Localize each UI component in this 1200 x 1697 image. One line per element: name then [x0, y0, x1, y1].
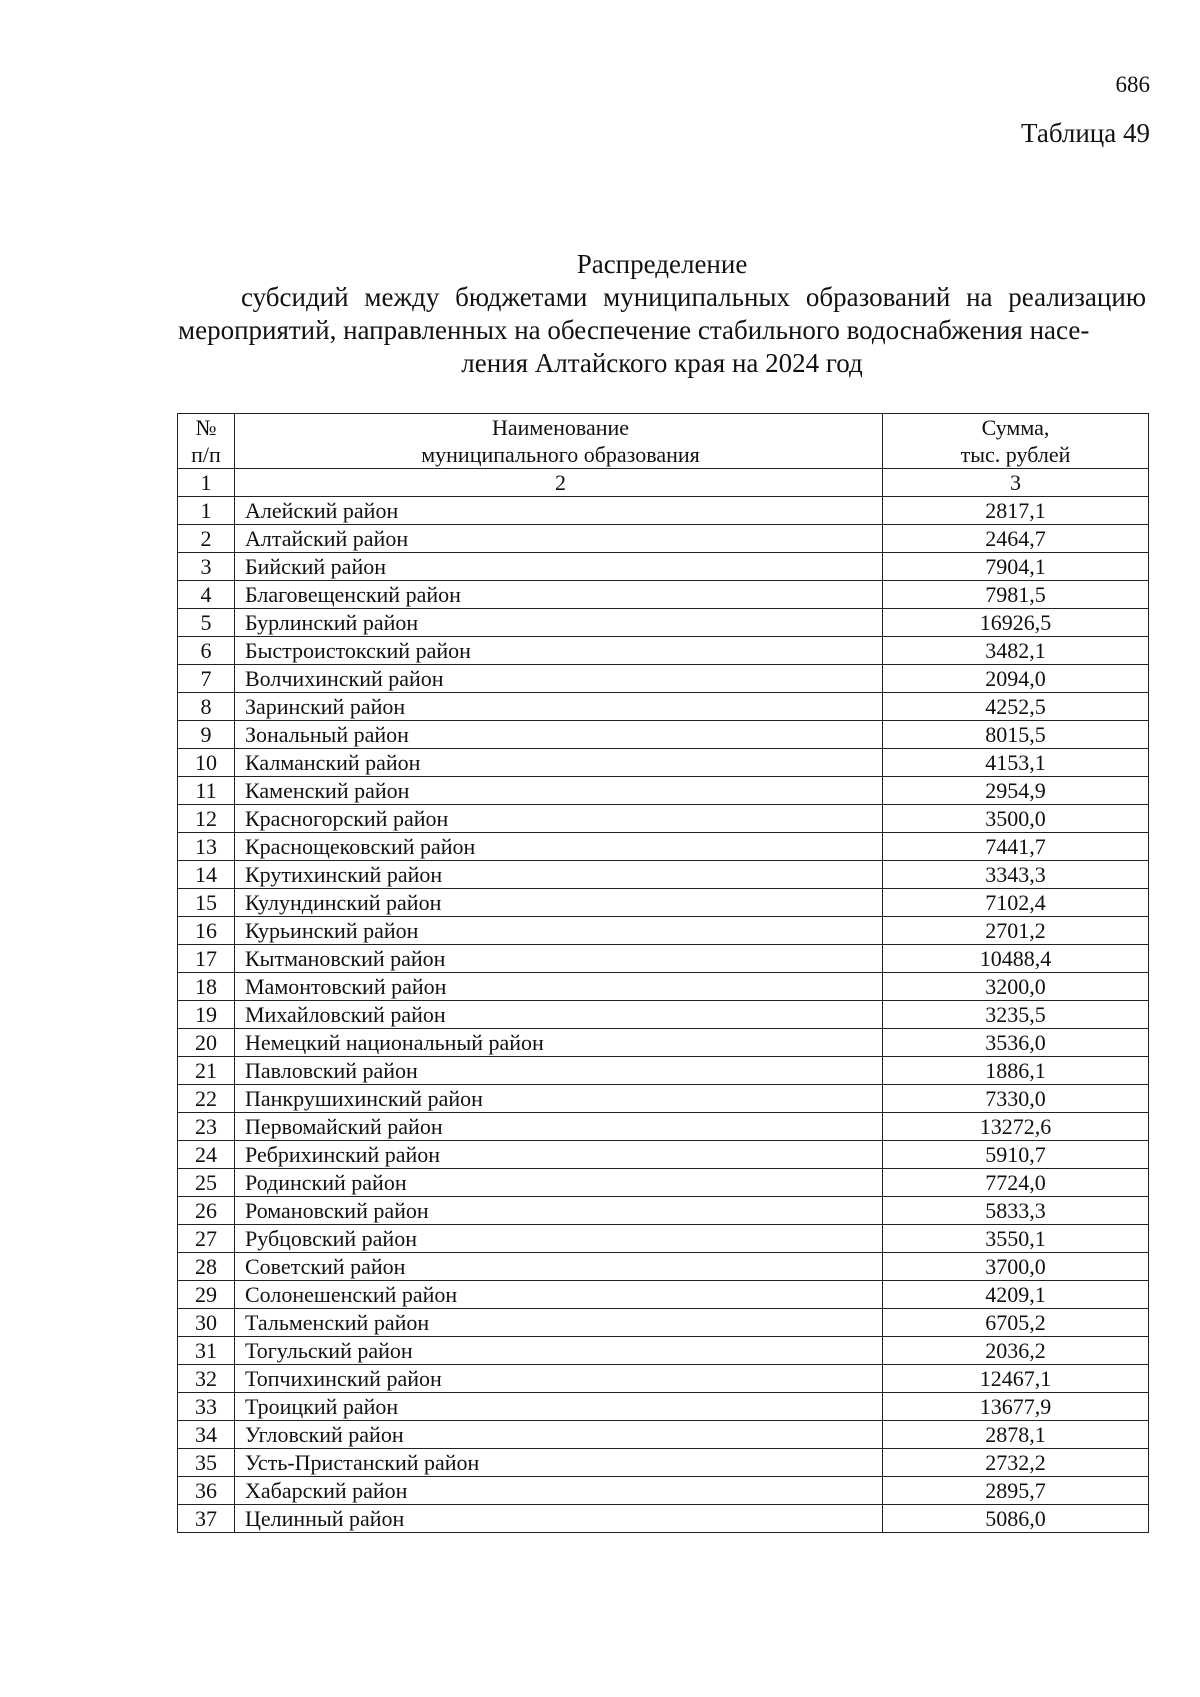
subsidy-amount: 2094,0 [883, 665, 1149, 693]
municipality-name: Ребрихинский район [235, 1141, 883, 1169]
municipality-name: Троицкий район [235, 1393, 883, 1421]
row-number: 16 [178, 917, 235, 945]
subsidy-amount: 7724,0 [883, 1169, 1149, 1197]
subsidy-amount: 2732,2 [883, 1449, 1149, 1477]
row-number: 25 [178, 1169, 235, 1197]
table-row [178, 1253, 1149, 1281]
table-row [178, 973, 1149, 1001]
row-number: 23 [178, 1113, 235, 1141]
document-title [178, 248, 1146, 380]
table-row [178, 553, 1149, 581]
row-number: 12 [178, 805, 235, 833]
subsidy-amount: 3500,0 [883, 805, 1149, 833]
row-number: 27 [178, 1225, 235, 1253]
table-row [178, 497, 1149, 525]
municipality-name: Курьинский район [235, 917, 883, 945]
header-row [178, 414, 1149, 469]
column-number-row [178, 469, 1149, 497]
municipality-name: Рубцовский район [235, 1225, 883, 1253]
subsidy-amount: 2464,7 [883, 525, 1149, 553]
table-row [178, 1141, 1149, 1169]
municipality-name: Первомайский район [235, 1113, 883, 1141]
row-number: 8 [178, 693, 235, 721]
row-number: 17 [178, 945, 235, 973]
table-row [178, 1393, 1149, 1421]
subsidy-amount: 5086,0 [883, 1505, 1149, 1533]
municipality-name: Романовский район [235, 1197, 883, 1225]
table-body [178, 497, 1149, 1533]
row-number: 1 [178, 497, 235, 525]
table-row [178, 1337, 1149, 1365]
row-number: 10 [178, 749, 235, 777]
column-number-1: 1 [178, 469, 235, 497]
table-row [178, 945, 1149, 973]
subsidy-amount: 10488,4 [883, 945, 1149, 973]
row-number: 29 [178, 1281, 235, 1309]
subsidy-amount: 7330,0 [883, 1085, 1149, 1113]
municipality-name: Зональный район [235, 721, 883, 749]
row-number: 20 [178, 1029, 235, 1057]
subsidy-amount: 4252,5 [883, 693, 1149, 721]
subsidy-amount: 7102,4 [883, 889, 1149, 917]
municipality-name: Советский район [235, 1253, 883, 1281]
row-number: 6 [178, 637, 235, 665]
header-sum-line-2: тыс. рублей [960, 442, 1071, 467]
table-row [178, 749, 1149, 777]
row-number: 14 [178, 861, 235, 889]
municipality-name: Целинный район [235, 1505, 883, 1533]
row-number: 30 [178, 1309, 235, 1337]
row-number: 35 [178, 1449, 235, 1477]
table-row [178, 525, 1149, 553]
header-sum [883, 414, 1149, 469]
row-number: 5 [178, 609, 235, 637]
subsidy-amount: 4153,1 [883, 749, 1149, 777]
row-number: 3 [178, 553, 235, 581]
municipality-name: Немецкий национальный район [235, 1029, 883, 1057]
table-row [178, 777, 1149, 805]
row-number: 18 [178, 973, 235, 1001]
distribution-table [177, 413, 1149, 1533]
row-number: 21 [178, 1057, 235, 1085]
table-row [178, 693, 1149, 721]
table-row [178, 833, 1149, 861]
subsidy-amount: 3536,0 [883, 1029, 1149, 1057]
municipality-name: Краснощековский район [235, 833, 883, 861]
municipality-name: Волчихинский район [235, 665, 883, 693]
table-row [178, 805, 1149, 833]
table-row [178, 1197, 1149, 1225]
table-row [178, 1505, 1149, 1533]
row-number: 36 [178, 1477, 235, 1505]
municipality-name: Угловский район [235, 1421, 883, 1449]
municipality-name: Бийский район [235, 553, 883, 581]
municipality-name: Михайловский район [235, 1001, 883, 1029]
table-row [178, 665, 1149, 693]
table-header [178, 414, 1149, 497]
subsidy-amount: 5910,7 [883, 1141, 1149, 1169]
row-number: 7 [178, 665, 235, 693]
row-number: 37 [178, 1505, 235, 1533]
municipality-name: Родинский район [235, 1169, 883, 1197]
title-line-3: ления Алтайского края на 2024 год [461, 348, 863, 378]
row-number: 2 [178, 525, 235, 553]
municipality-name: Панкрушихинский район [235, 1085, 883, 1113]
page-number: 686 [1115, 72, 1150, 97]
subsidy-amount: 5833,3 [883, 1197, 1149, 1225]
subsidy-amount: 8015,5 [883, 721, 1149, 749]
subsidy-amount: 13272,6 [883, 1113, 1149, 1141]
table-row [178, 1309, 1149, 1337]
municipality-name: Солонешенский район [235, 1281, 883, 1309]
column-number-3: 3 [883, 469, 1149, 497]
header-num-line-2: п/п [191, 442, 221, 467]
row-number: 24 [178, 1141, 235, 1169]
municipality-name: Павловский район [235, 1057, 883, 1085]
table-row [178, 609, 1149, 637]
header-num-line-1: № [195, 415, 217, 440]
table-row [178, 1001, 1149, 1029]
subsidy-amount: 3235,5 [883, 1001, 1149, 1029]
subsidy-amount: 16926,5 [883, 609, 1149, 637]
row-number: 33 [178, 1393, 235, 1421]
municipality-name: Быстроистокский район [235, 637, 883, 665]
header-num [178, 414, 235, 469]
subsidy-amount: 2036,2 [883, 1337, 1149, 1365]
row-number: 15 [178, 889, 235, 917]
subsidy-amount: 4209,1 [883, 1281, 1149, 1309]
subsidy-amount: 2701,2 [883, 917, 1149, 945]
table-row [178, 1477, 1149, 1505]
table-row [178, 889, 1149, 917]
municipality-name: Усть-Пристанский район [235, 1449, 883, 1477]
subsidy-amount: 13677,9 [883, 1393, 1149, 1421]
table-row [178, 917, 1149, 945]
row-number: 11 [178, 777, 235, 805]
municipality-name: Тальменский район [235, 1309, 883, 1337]
table-row [178, 1365, 1149, 1393]
municipality-name: Благовещенский район [235, 581, 883, 609]
subsidy-amount: 3200,0 [883, 973, 1149, 1001]
table-row [178, 1449, 1149, 1477]
municipality-name: Топчихинский район [235, 1365, 883, 1393]
municipality-name: Крутихинский район [235, 861, 883, 889]
header-name [235, 414, 883, 469]
subsidy-amount: 12467,1 [883, 1365, 1149, 1393]
table-row [178, 861, 1149, 889]
subsidy-amount: 2954,9 [883, 777, 1149, 805]
subsidy-amount: 2878,1 [883, 1421, 1149, 1449]
municipality-name: Кулундинский район [235, 889, 883, 917]
subsidy-amount: 6705,2 [883, 1309, 1149, 1337]
subsidy-amount: 3482,1 [883, 637, 1149, 665]
subsidy-amount: 3550,1 [883, 1225, 1149, 1253]
municipality-name: Каменский район [235, 777, 883, 805]
subsidy-amount: 2895,7 [883, 1477, 1149, 1505]
table-row [178, 1169, 1149, 1197]
municipality-name: Красногорский район [235, 805, 883, 833]
table-row [178, 1225, 1149, 1253]
municipality-name: Алтайский район [235, 525, 883, 553]
table-row [178, 581, 1149, 609]
column-number-2: 2 [235, 469, 883, 497]
row-number: 34 [178, 1421, 235, 1449]
subsidy-amount: 1886,1 [883, 1057, 1149, 1085]
municipality-name: Заринский район [235, 693, 883, 721]
row-number: 26 [178, 1197, 235, 1225]
table-row [178, 637, 1149, 665]
subsidy-amount: 7981,5 [883, 581, 1149, 609]
municipality-name: Тогульский район [235, 1337, 883, 1365]
table-row [178, 1421, 1149, 1449]
table-row [178, 1085, 1149, 1113]
table-row [178, 1057, 1149, 1085]
subsidy-amount: 7441,7 [883, 833, 1149, 861]
subsidy-amount: 2817,1 [883, 497, 1149, 525]
row-number: 9 [178, 721, 235, 749]
subsidy-amount: 7904,1 [883, 553, 1149, 581]
row-number: 4 [178, 581, 235, 609]
row-number: 32 [178, 1365, 235, 1393]
table-row [178, 1113, 1149, 1141]
header-sum-line-1: Сумма, [981, 415, 1050, 440]
row-number: 31 [178, 1337, 235, 1365]
municipality-name: Бурлинский район [235, 609, 883, 637]
municipality-name: Алейский район [235, 497, 883, 525]
table-row [178, 721, 1149, 749]
title-line-2: субсидий между бюджетами муниципальных образований на реализацию мероприятий, направленных на обеспечение стабильного водоснабжения насе- [178, 282, 1146, 345]
subsidy-amount: 3343,3 [883, 861, 1149, 889]
subsidy-amount: 3700,0 [883, 1253, 1149, 1281]
municipality-name: Кытмановский район [235, 945, 883, 973]
municipality-name: Хабарский район [235, 1477, 883, 1505]
row-number: 13 [178, 833, 235, 861]
header-name-line-2: муниципального образования [421, 442, 700, 467]
municipality-name: Калманский район [235, 749, 883, 777]
row-number: 22 [178, 1085, 235, 1113]
table-row [178, 1029, 1149, 1057]
municipality-name: Мамонтовский район [235, 973, 883, 1001]
row-number: 28 [178, 1253, 235, 1281]
table-label: Таблица 49 [1021, 118, 1150, 148]
row-number: 19 [178, 1001, 235, 1029]
table-row [178, 1281, 1149, 1309]
header-name-line-1: Наименование [491, 415, 630, 440]
title-line-1: Распределение [576, 249, 748, 279]
